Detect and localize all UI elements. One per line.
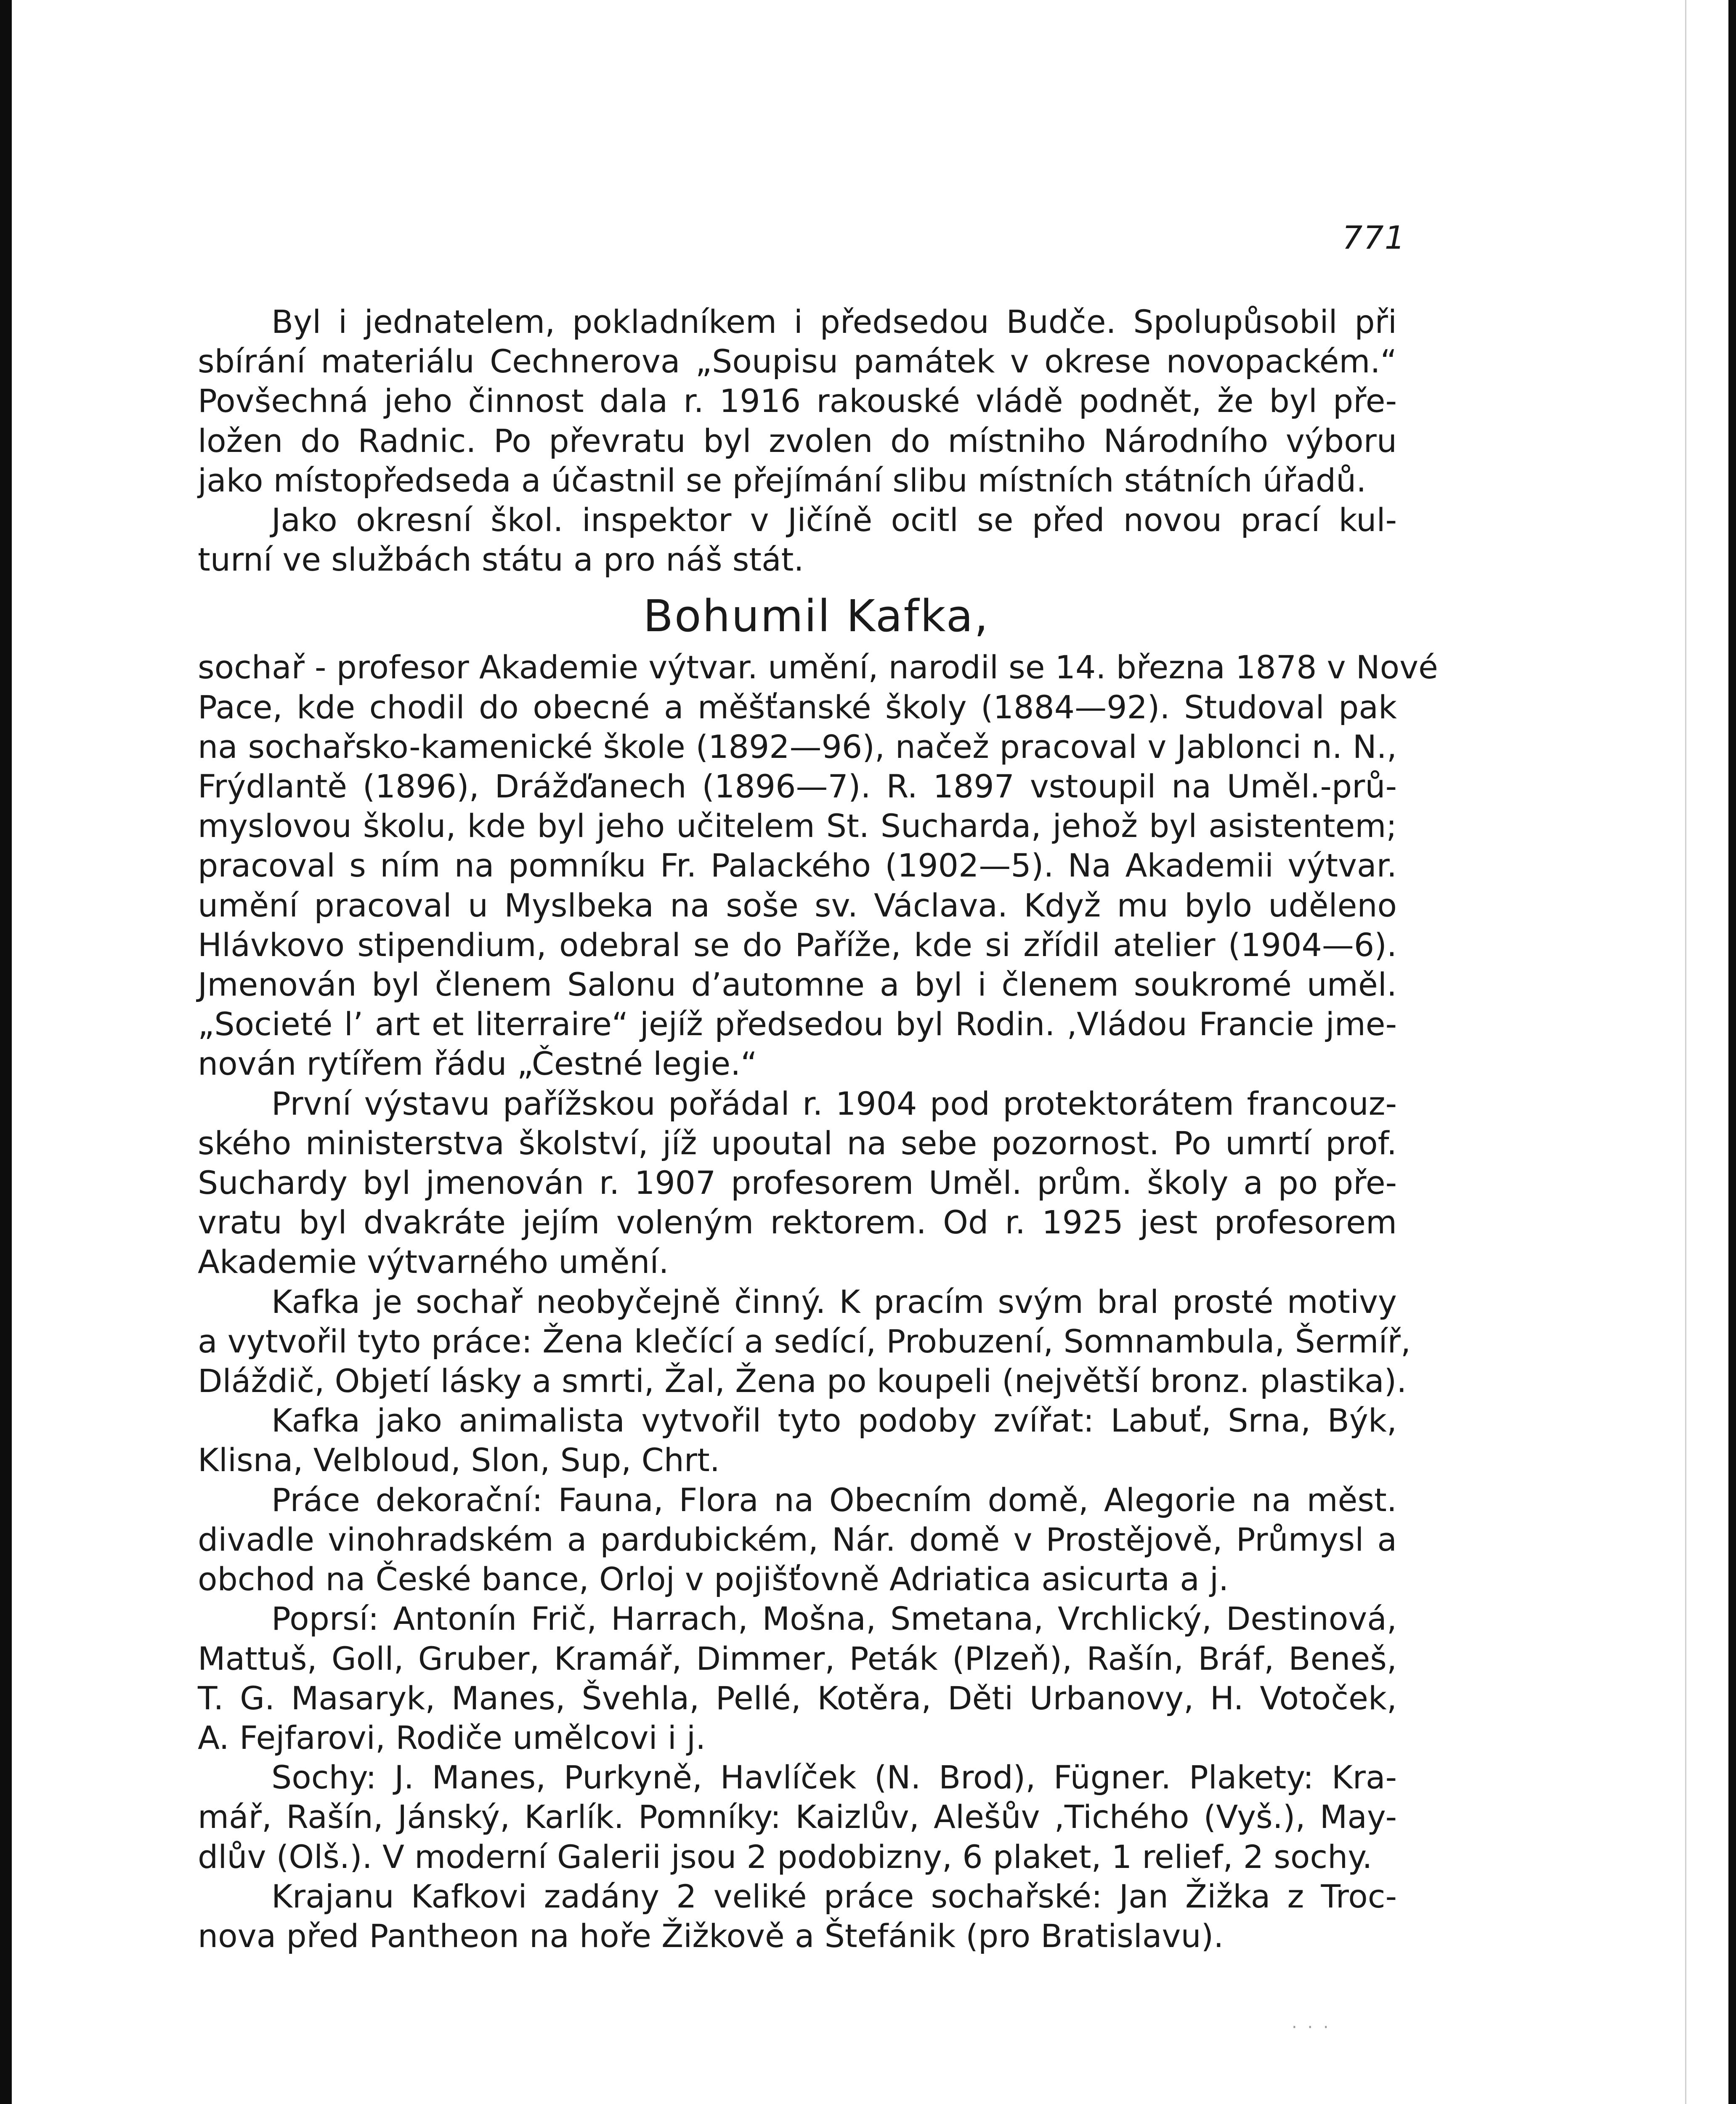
text-line: umění pracoval u Myslbeka na soše sv. Václava. Když mu bylo uděleno — [198, 886, 1397, 924]
text-line: A. Fejfarovi, Rodiče umělcovi i j. — [198, 1719, 706, 1756]
intro-paragraph — [198, 302, 1397, 500]
text-line: turní ve službách státu a pro náš stát. — [198, 541, 804, 579]
scan-fold-line — [1685, 0, 1686, 2104]
text-line: Pace, kde chodil do obecné a měšťanské školy (1884—92). Studoval pak — [198, 688, 1397, 726]
text-line: První výstavu pařížskou pořádal r. 1904 pod protektorátem francouz- — [271, 1084, 1397, 1122]
text-line: Krajanu Kafkovi zadány 2 veliké práce sochařské: Jan Žižka z Troc- — [271, 1877, 1397, 1915]
biography-paragraphs — [198, 648, 1438, 1956]
biography-paragraph — [198, 1758, 1397, 1877]
scan-border-right — [1728, 0, 1736, 2104]
text-line: Mattuš, Goll, Gruber, Kramář, Dimmer, Peták (Plzeň), Rašín, Bráf, Beneš, — [198, 1639, 1397, 1677]
text-line: pracoval s ním na pomníku Fr. Palackého (1902—5). Na Akademii výtvar. — [198, 847, 1397, 885]
text-line: sochař - profesor Akademie výtvar. umění, narodil se 14. března 1878 v Nové — [198, 648, 1438, 686]
biography-paragraph — [198, 1282, 1411, 1401]
text-line: Povšechná jeho činnost dala r. 1916 rakouské vládě podnět, že byl pře- — [198, 382, 1397, 420]
biography-paragraph — [198, 1401, 1397, 1480]
text-line: Byl i jednatelem, pokladníkem i předsedou Budče. Spolupůsobil při — [271, 303, 1397, 340]
text-line: a vytvořil tyto práce: Žena klečící a sedící, Probuzení, Somnambula, Šermíř, — [198, 1322, 1411, 1360]
text-line: Frýdlantě (1896), Drážďanech (1896—7). R. 1897 vstoupil na Uměl.-prů- — [198, 768, 1397, 805]
text-line: Sochy: J. Manes, Purkyně, Havlíček (N. Brod), Fügner. Plakety: Kra- — [271, 1759, 1397, 1796]
text-line: Práce dekorační: Fauna, Flora na Obecním domě, Alegorie na měst. — [271, 1481, 1397, 1519]
text-line: na sochařsko-kamenické škole (1892—96), načež pracoval v Jablonci n. N., — [198, 728, 1397, 765]
text-line: ského ministerstva školství, jíž upoutal na sebe pozornost. Po umrtí prof. — [198, 1124, 1397, 1162]
text-line: nován rytířem řádu „Čestné legie.“ — [198, 1045, 757, 1083]
text-line: Kafka jako animalista vytvořil tyto podoby zvířat: Labuť, Srna, Býk, — [271, 1402, 1397, 1440]
text-line: obchod na České bance, Orloj v pojišťovně Adriatica asicurta a j. — [198, 1560, 1229, 1598]
text-line: dlův (Olš.). V moderní Galerii jsou 2 podobizny, 6 plaket, 1 relief, 2 sochy. — [198, 1838, 1372, 1876]
text-line: jako místopředseda a účastnil se přejímání slibu místních státních úřadů. — [198, 461, 1367, 499]
biography-paragraph — [198, 648, 1438, 1084]
biography-paragraph — [198, 1877, 1397, 1956]
text-line: Akademie výtvarného umění. — [198, 1243, 669, 1281]
text-line: Klisna, Velbloud, Slon, Sup, Chrt. — [198, 1441, 720, 1479]
text-line: T. G. Masaryk, Manes, Švehla, Pellé, Kotěra, Děti Urbanovy, H. Votoček, — [198, 1679, 1397, 1717]
biography-paragraph — [198, 1480, 1397, 1599]
text-line: vratu byl dvakráte jejím voleným rektorem. Od r. 1925 jest profesorem — [198, 1203, 1397, 1241]
text-line: Jmenován byl členem Salonu d’automne a byl i členem soukromé uměl. — [198, 966, 1397, 1004]
biography-paragraph — [198, 1599, 1397, 1758]
text-line: Dláždič, Objetí lásky a smrti, Žal, Žena po koupeli (největší bronz. plastika). — [198, 1362, 1407, 1400]
text-line: myslovou školu, kde byl jeho učitelem St. Sucharda, jehož byl asistentem; — [198, 807, 1397, 845]
section-heading: Bohumil Kafka, — [643, 590, 990, 642]
intro-paragraph-2 — [198, 500, 1397, 579]
text-line: ložen do Radnic. Po převratu byl zvolen do místniho Národního výboru — [198, 422, 1397, 460]
document-body — [198, 302, 1438, 1956]
text-line: Kafka je sochař neobyčejně činný. K pracím svým bral prosté motivy — [271, 1283, 1397, 1320]
scan-border-left — [0, 0, 12, 2104]
text-line: mář, Rašín, Jánský, Karlík. Pomníky: Kaizlův, Alešův ,Tichého (Vyš.), May- — [198, 1798, 1397, 1836]
text-line: sbírání materiálu Cechnerova „Soupisu památek v okrese novopackém.“ — [198, 343, 1397, 380]
page-number: 771 — [1342, 219, 1406, 256]
margin-specks: · · · — [1292, 2018, 1331, 2037]
biography-paragraph — [198, 1084, 1397, 1282]
text-line: divadle vinohradském a pardubickém, Nár. domě v Prostějově, Průmysl a — [198, 1520, 1397, 1558]
text-line: nova před Pantheon na hoře Žižkově a Štefánik (pro Bratislavu). — [198, 1917, 1224, 1955]
text-line: Suchardy byl jmenován r. 1907 profesorem Uměl. prům. školy a po pře- — [198, 1164, 1397, 1202]
text-line: „Societé l’ art et literraire“ jejíž předsedou byl Rodin. ‚Vládou Francie jme- — [198, 1005, 1397, 1043]
text-line: Poprsí: Antonín Frič, Harrach, Mošna, Smetana, Vrchlický, Destinová, — [271, 1600, 1397, 1638]
text-line: Hlávkovo stipendium, odebral se do Paříže, kde si zřídil atelier (1904—6). — [198, 926, 1397, 964]
text-line: Jako okresní škol. inspektor v Jičíně ocitl se před novou prací kul- — [271, 501, 1397, 539]
